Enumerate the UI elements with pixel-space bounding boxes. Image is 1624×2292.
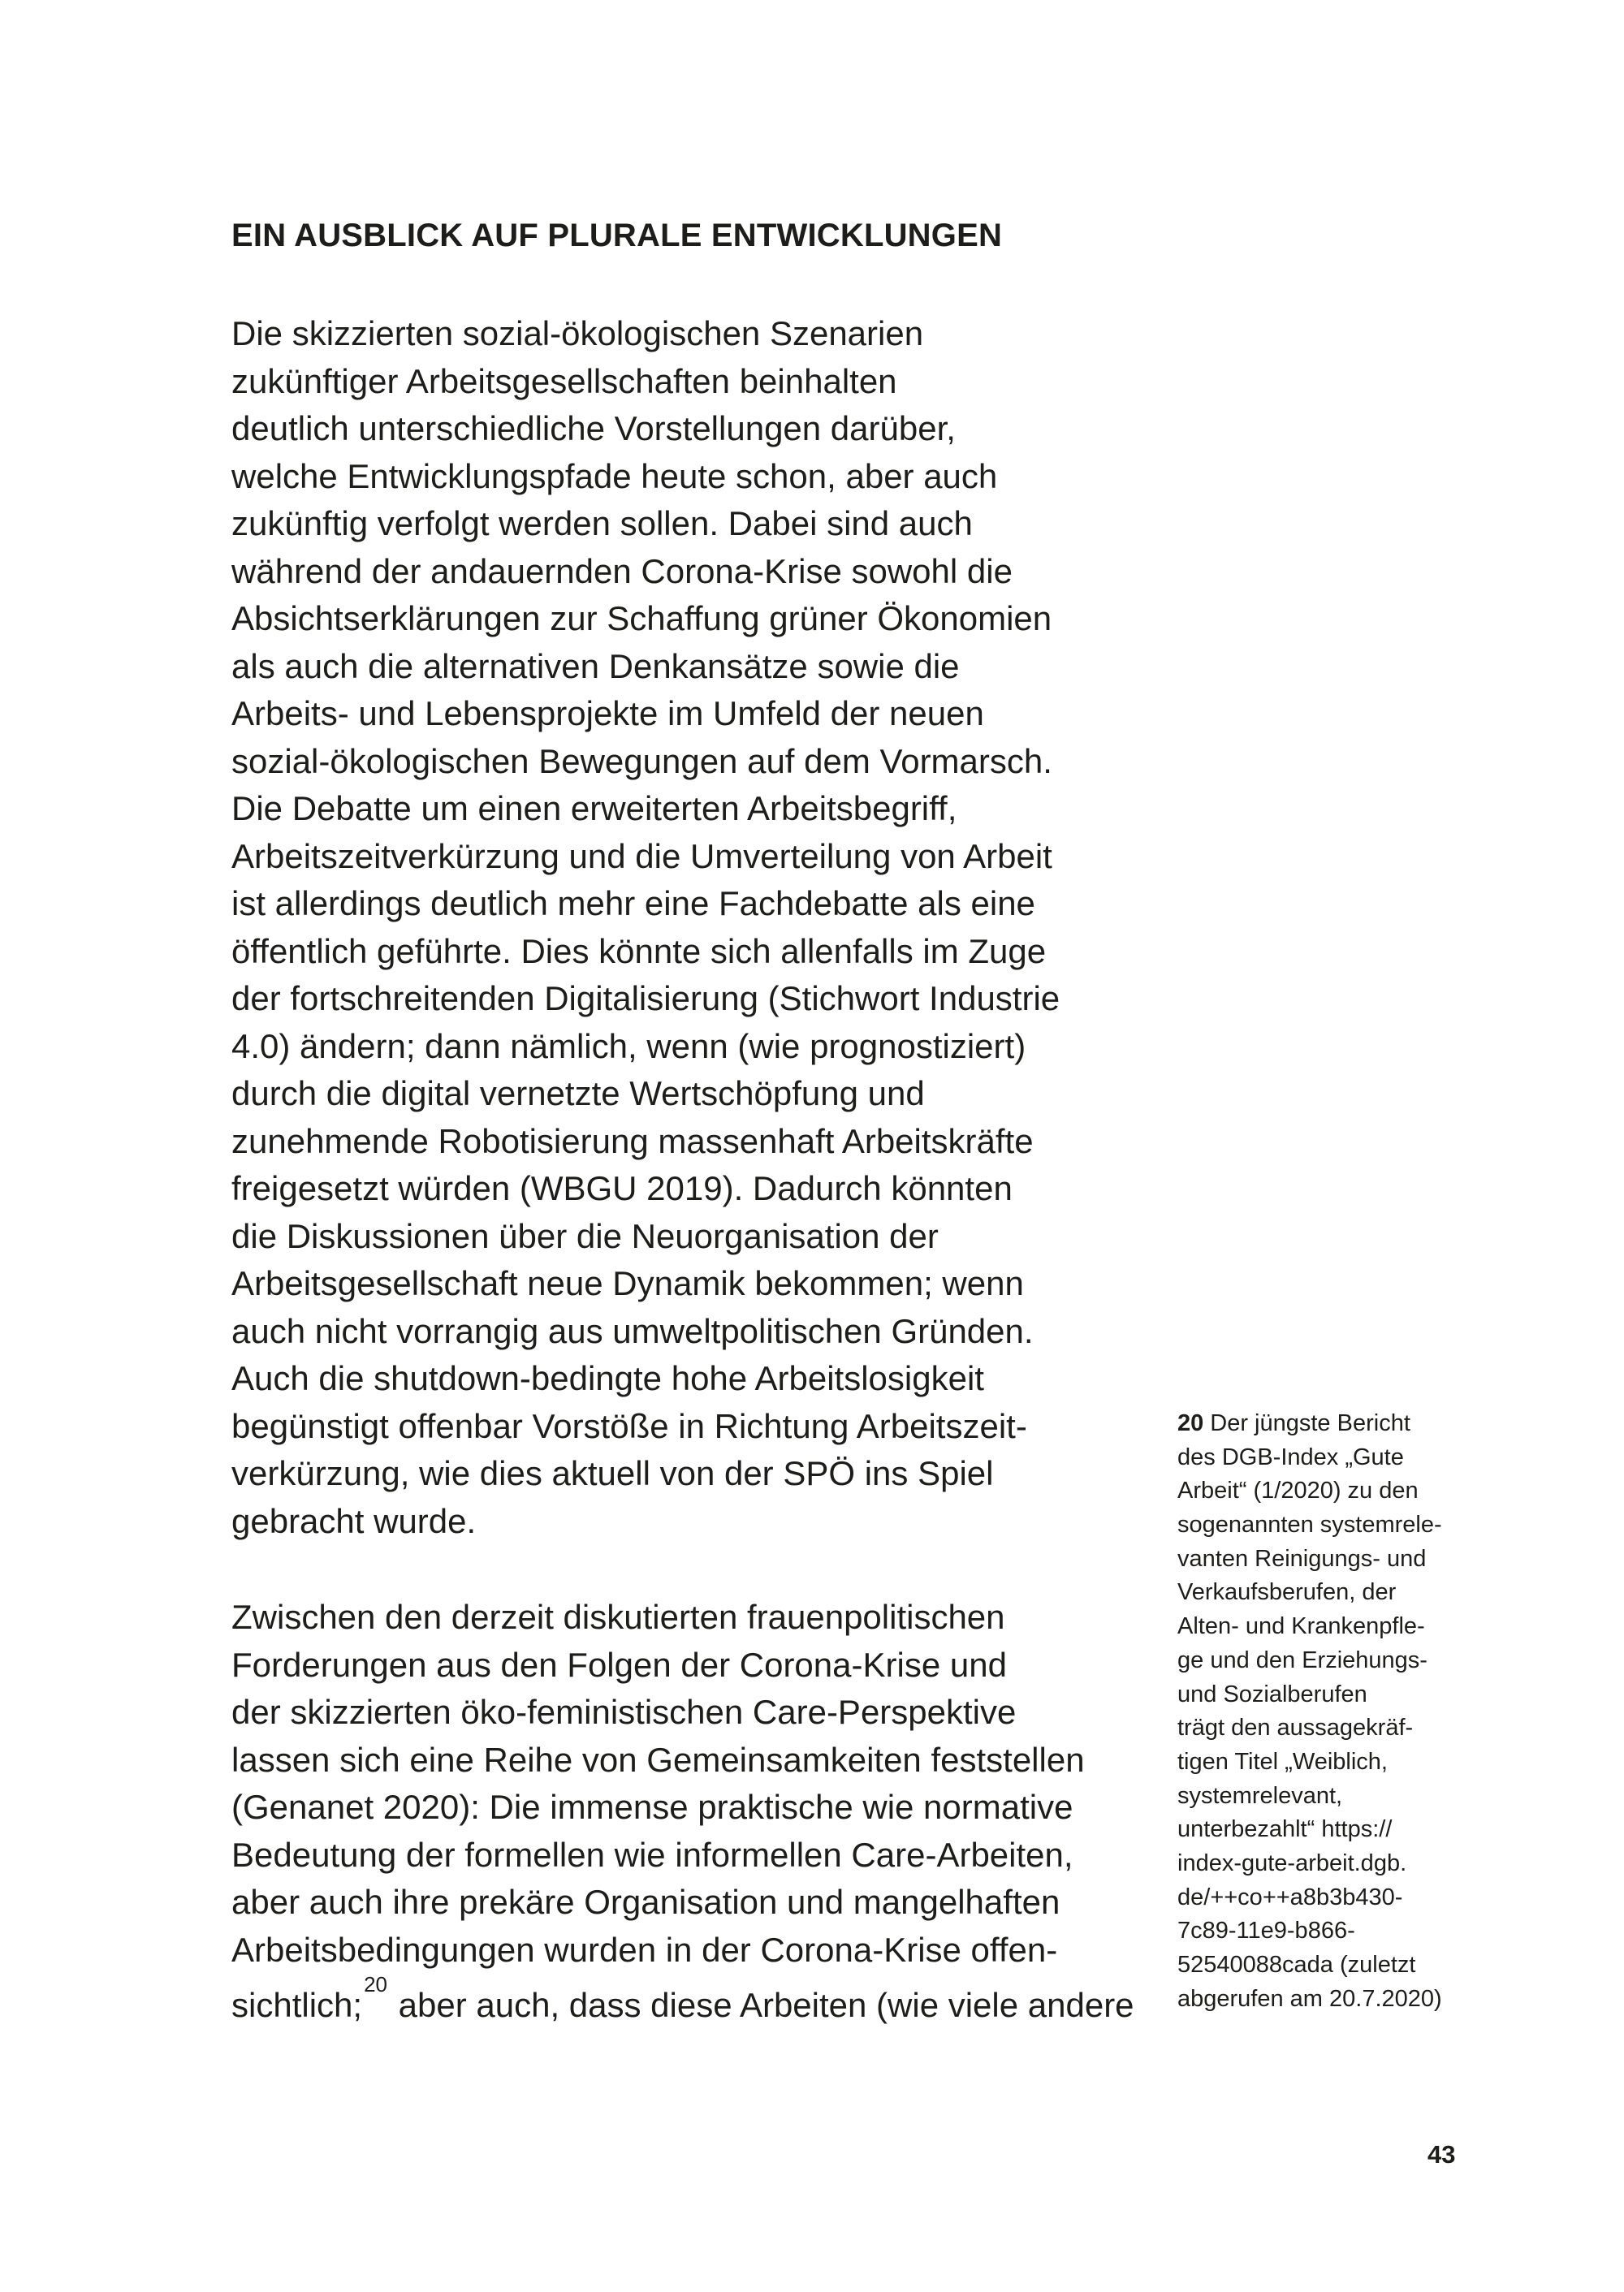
text-line: zukünftig verfolgt werden sollen. Dabei sind auch bbox=[231, 504, 973, 542]
footnote-link[interactable]: index-gute-arbeit.dgb. bbox=[1177, 1850, 1407, 1876]
text-line: ist allerdings deutlich mehr eine Fachdebatte als eine bbox=[231, 884, 1035, 922]
text-line: Arbeits- und Lebensprojekte im Umfeld der neuen bbox=[231, 694, 984, 732]
footnote-text: Der jüngste Bericht bbox=[1210, 1410, 1410, 1436]
text-line: sozial-ökologischen Bewegungen auf dem Vormarsch. bbox=[231, 741, 1052, 780]
footnote-line: abgerufen am 20.7.2020) bbox=[1177, 1985, 1442, 2012]
text-line: durch die digital vernetzte Wertschöpfung und bbox=[231, 1074, 925, 1112]
footnote-line: trägt den aussagekräf- bbox=[1177, 1715, 1414, 1742]
footnote-line: Alten- und Krankenpfle- bbox=[1177, 1613, 1425, 1640]
footnote-line: ge und den Erziehungs- bbox=[1177, 1647, 1427, 1673]
text-line: Arbeitsgesellschaft neue Dynamik bekommen; wenn bbox=[231, 1264, 1024, 1302]
body-paragraph-2 bbox=[231, 1594, 1165, 2022]
text-fragment: aber auch, dass diese Arbeiten (wie viele andere bbox=[388, 1986, 1134, 2024]
text-line: 4.0) ändern; dann nämlich, wenn (wie prognostiziert) bbox=[231, 1026, 1026, 1065]
footnote-link[interactable]: 7c89-11e9-b866- bbox=[1177, 1918, 1355, 1945]
footnote-line: des DGB-Index „Gute bbox=[1177, 1444, 1404, 1470]
text-fragment: sichtlich; bbox=[231, 1986, 363, 2024]
text-line: zukünftiger Arbeitsgesellschaften beinhalten bbox=[231, 361, 897, 400]
footnote-20 bbox=[1177, 1407, 1551, 2016]
text-line: Die Debatte um einen erweiterten Arbeitsbegriff, bbox=[231, 789, 957, 827]
footnote-reference[interactable]: 20 bbox=[364, 1972, 387, 1996]
text-line: lassen sich eine Reihe von Gemeinsamkeiten feststellen bbox=[231, 1740, 1085, 1779]
text-line: öffentlich geführte. Dies könnte sich allenfalls im Zuge bbox=[231, 931, 1047, 970]
text-line: zunehmende Robotisierung massenhaft Arbeitskräfte bbox=[231, 1121, 1034, 1160]
footnote-first-line bbox=[1177, 1407, 1551, 1441]
text-line: Die skizzierten sozial-ökologischen Szenarien bbox=[231, 314, 924, 352]
text-line: die Diskussionen über die Neuorganisation der bbox=[231, 1216, 939, 1255]
text-line: während der andauernden Corona-Krise sowohl die bbox=[231, 551, 1013, 590]
text-line: Zwischen den derzeit diskutierten frauenpolitischen bbox=[231, 1598, 1005, 1636]
text-line: Arbeitszeitverkürzung und die Umverteilung von Arbeit bbox=[231, 836, 1052, 875]
text-line: Forderungen aus den Folgen der Corona-Krise und bbox=[231, 1645, 1007, 1684]
text-line: Bedeutung der formellen wie informellen Care-Arbeiten, bbox=[231, 1835, 1073, 1874]
text-line: der fortschreitenden Digitalisierung (Stichwort Industrie bbox=[231, 979, 1060, 1017]
text-line: Absichtserklärungen zur Schaffung grüner Ökonomien bbox=[231, 599, 1052, 637]
text-line: begünstigt offenbar Vorstöße in Richtung Arbeitszeit- bbox=[231, 1406, 1027, 1445]
text-line: welche Entwicklungspfade heute schon, aber auch bbox=[231, 456, 998, 495]
section-heading: EIN AUSBLICK AUF PLURALE ENTWICKLUNGEN bbox=[231, 218, 1003, 253]
text-line: als auch die alternativen Denkansätze sowie die bbox=[231, 646, 960, 685]
footnote-line: systemrelevant, bbox=[1177, 1782, 1343, 1809]
text-line: verkürzung, wie dies aktuell von der SPÖ ins Spiel bbox=[231, 1454, 994, 1492]
text-line: der skizzierten öko-feministischen Care-Perspektive bbox=[231, 1693, 1017, 1731]
page-number: 43 bbox=[1427, 2140, 1456, 2169]
footnote-line: 52540088cada (zuletzt bbox=[1177, 1952, 1416, 1978]
text-line: aber auch ihre prekäre Organisation und mangelhaften bbox=[231, 1883, 1060, 1921]
body-paragraph-1 bbox=[231, 310, 1165, 1545]
footnote-line: sogenannten systemrele- bbox=[1177, 1512, 1442, 1539]
footnote-number: 20 bbox=[1177, 1410, 1204, 1436]
footnote-link[interactable]: de/++co++a8b3b430- bbox=[1177, 1884, 1403, 1910]
footnote-line: unterbezahlt“ https:// bbox=[1177, 1816, 1393, 1843]
text-line: gebracht wurde. bbox=[231, 1501, 477, 1540]
text-line: (Genanet 2020): Die immense praktische wie normative bbox=[231, 1788, 1073, 1826]
footnote-line: und Sozialberufen bbox=[1177, 1681, 1367, 1707]
footnote-line: vanten Reinigungs- und bbox=[1177, 1545, 1427, 1572]
footnote-line: Verkaufsberufen, der bbox=[1177, 1579, 1397, 1606]
footnote-line: Arbeit“ (1/2020) zu den bbox=[1177, 1478, 1419, 1504]
text-line: Auch die shutdown-bedingte hohe Arbeitslosigkeit bbox=[231, 1359, 984, 1397]
footnote-line: tigen Titel „Weiblich, bbox=[1177, 1748, 1388, 1775]
text-line: Arbeitsbedingungen wurden in der Corona-Krise offen- bbox=[231, 1930, 1058, 1969]
text-line: deutlich unterschiedliche Vorstellungen darüber, bbox=[231, 409, 956, 447]
text-line-with-footnote-ref bbox=[231, 1974, 1165, 2022]
text-line: freigesetzt würden (WBGU 2019). Dadurch könnten bbox=[231, 1169, 1013, 1207]
text-line: auch nicht vorrangig aus umweltpolitischen Gründen. bbox=[231, 1311, 1034, 1350]
